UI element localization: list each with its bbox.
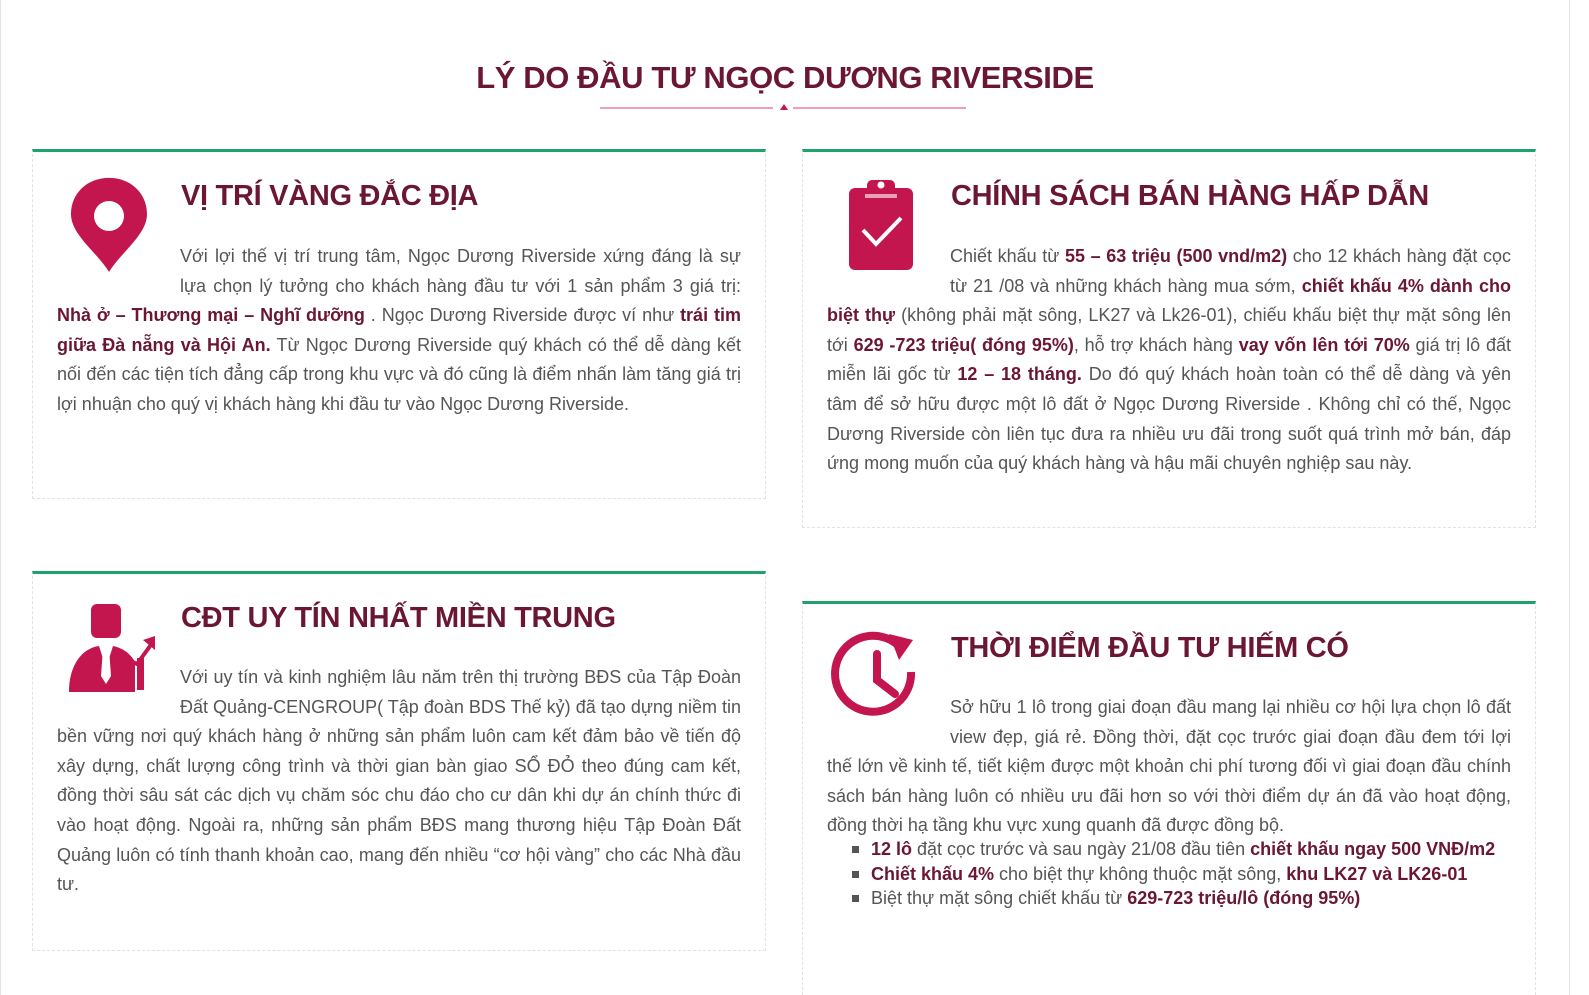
box-title: VỊ TRÍ VÀNG ĐẮC ĐỊA xyxy=(181,180,479,212)
box-title: CHÍNH SÁCH BÁN HÀNG HẤP DẪN xyxy=(951,180,1429,212)
list-item: Biệt thự mặt sông chiết khấu từ 629-723 triệu/lô (đóng 95%) xyxy=(849,886,1499,911)
title-divider xyxy=(600,104,966,112)
box-title: CĐT UY TÍN NHẤT MIỀN TRUNG xyxy=(181,602,616,634)
list-item: Chiết khấu 4% cho biệt thự không thuộc mặt sông, khu LK27 và LK26-01 xyxy=(849,862,1499,887)
box-body: Sở hữu 1 lô trong giai đoạn đầu mang lại nhiều cơ hội lựa chọn lô đất view đẹp, giá rẻ. Đồng thời, đặt cọc trước giai đoạn đầu đem tới lợi thế lớn về kinh tế, tiết kiệm được một khoản chi phí tương đối vì giai đoạn đầu chính sách bán hàng luôn có nhiều ưu đãi hơn so với thời điểm dự án đã vào hoạt động, đồng thời hạ tầng khu vực xung quanh đã được đồng bộ. xyxy=(827,697,1511,836)
page-title: LÝ DO ĐẦU TƯ NGỌC DƯƠNG RIVERSIDE xyxy=(476,60,1094,95)
section-heading xyxy=(0,60,1570,96)
box-body: Chiết khấu từ 55 – 63 triệu (500 vnd/m2) cho 12 khách hàng đặt cọc từ 21 /08 và những khách hàng mua sớm, chiết khấu 4% dành cho biệt thự (không phải mặt sông, LK27 và Lk26-01), chiếu khấu biệt thự mặt sông lên tới 629 -723 triệu( đóng 95%), hỗ trợ khách hàng vay vốn lên tới 70% giá trị lô đất miễn lãi gốc từ 12 – 18 tháng. Do đó quý khách hoàn toàn có thể dễ dàng và yên tâm để sở hữu được một lô đất ở Ngọc Dương Riverside . Không chỉ có thế, Ngọc Dương Riverside còn liên tục đưa ra nhiều ưu đãi trong suốt quá trình mở bán, đáp ứng mong muốn của quý khách hàng và hậu mãi chuyên nghiệp sau này. xyxy=(827,246,1511,474)
divider-triangle-icon xyxy=(780,104,788,110)
list-item: 12 lô đặt cọc trước và sau ngày 21/08 đầu tiên chiết khấu ngay 500 VNĐ/m2 xyxy=(849,837,1499,862)
feature-box-sales-policy xyxy=(802,149,1536,528)
feature-box-location xyxy=(32,149,766,499)
box-body: Với lợi thế vị trí trung tâm, Ngọc Dương Riverside xứng đáng là sự lựa chọn lý tưởng cho khách hàng đầu tư với 1 sản phẩm 3 giá trị: Nhà ở – Thương mại – Nghĩ dưỡng . Ngọc Dương Riverside được ví như trái tim giữa Đà nẵng và Hội An. Từ Ngọc Dương Riverside quý khách có thể dễ dàng kết nối đến các tiện tích đẳng cấp trong khu vực và đó cũng là điểm nhấn làm tăng giá trị lợi nhuận cho quý vị khách hàng khi đầu tư vào Ngọc Dương Riverside. xyxy=(57,246,741,414)
box-title: THỜI ĐIỂM ĐẦU TƯ HIẾM CÓ xyxy=(951,632,1349,664)
offer-list xyxy=(849,837,1499,911)
feature-box-timing xyxy=(802,601,1536,995)
feature-box-developer xyxy=(32,571,766,951)
box-body: Với uy tín và kinh nghiệm lâu năm trên thị trường BĐS của Tập Đoàn Đất Quảng-CENGROUP( Tập đoàn BDS Thế kỷ) đã tạo dựng niềm tin bền vững nơi quý khách hàng ở những sản phẩm luôn cam kết đảm bảo về tiến độ xây dựng, chất lượng công trình và thời gian bàn giao SỔ ĐỎ theo đúng cam kết, đồng thời sâu sát các dịch vụ chăm sóc chu đáo cho cư dân khi dự án chính thức đi vào hoạt động. Ngoài ra, những sản phẩm BĐS mang thương hiệu Tập Đoàn Đất Quảng luôn có tính thanh khoản cao, mang đến nhiều “cơ hội vàng” cho các Nhà đầu tư. xyxy=(57,667,741,895)
